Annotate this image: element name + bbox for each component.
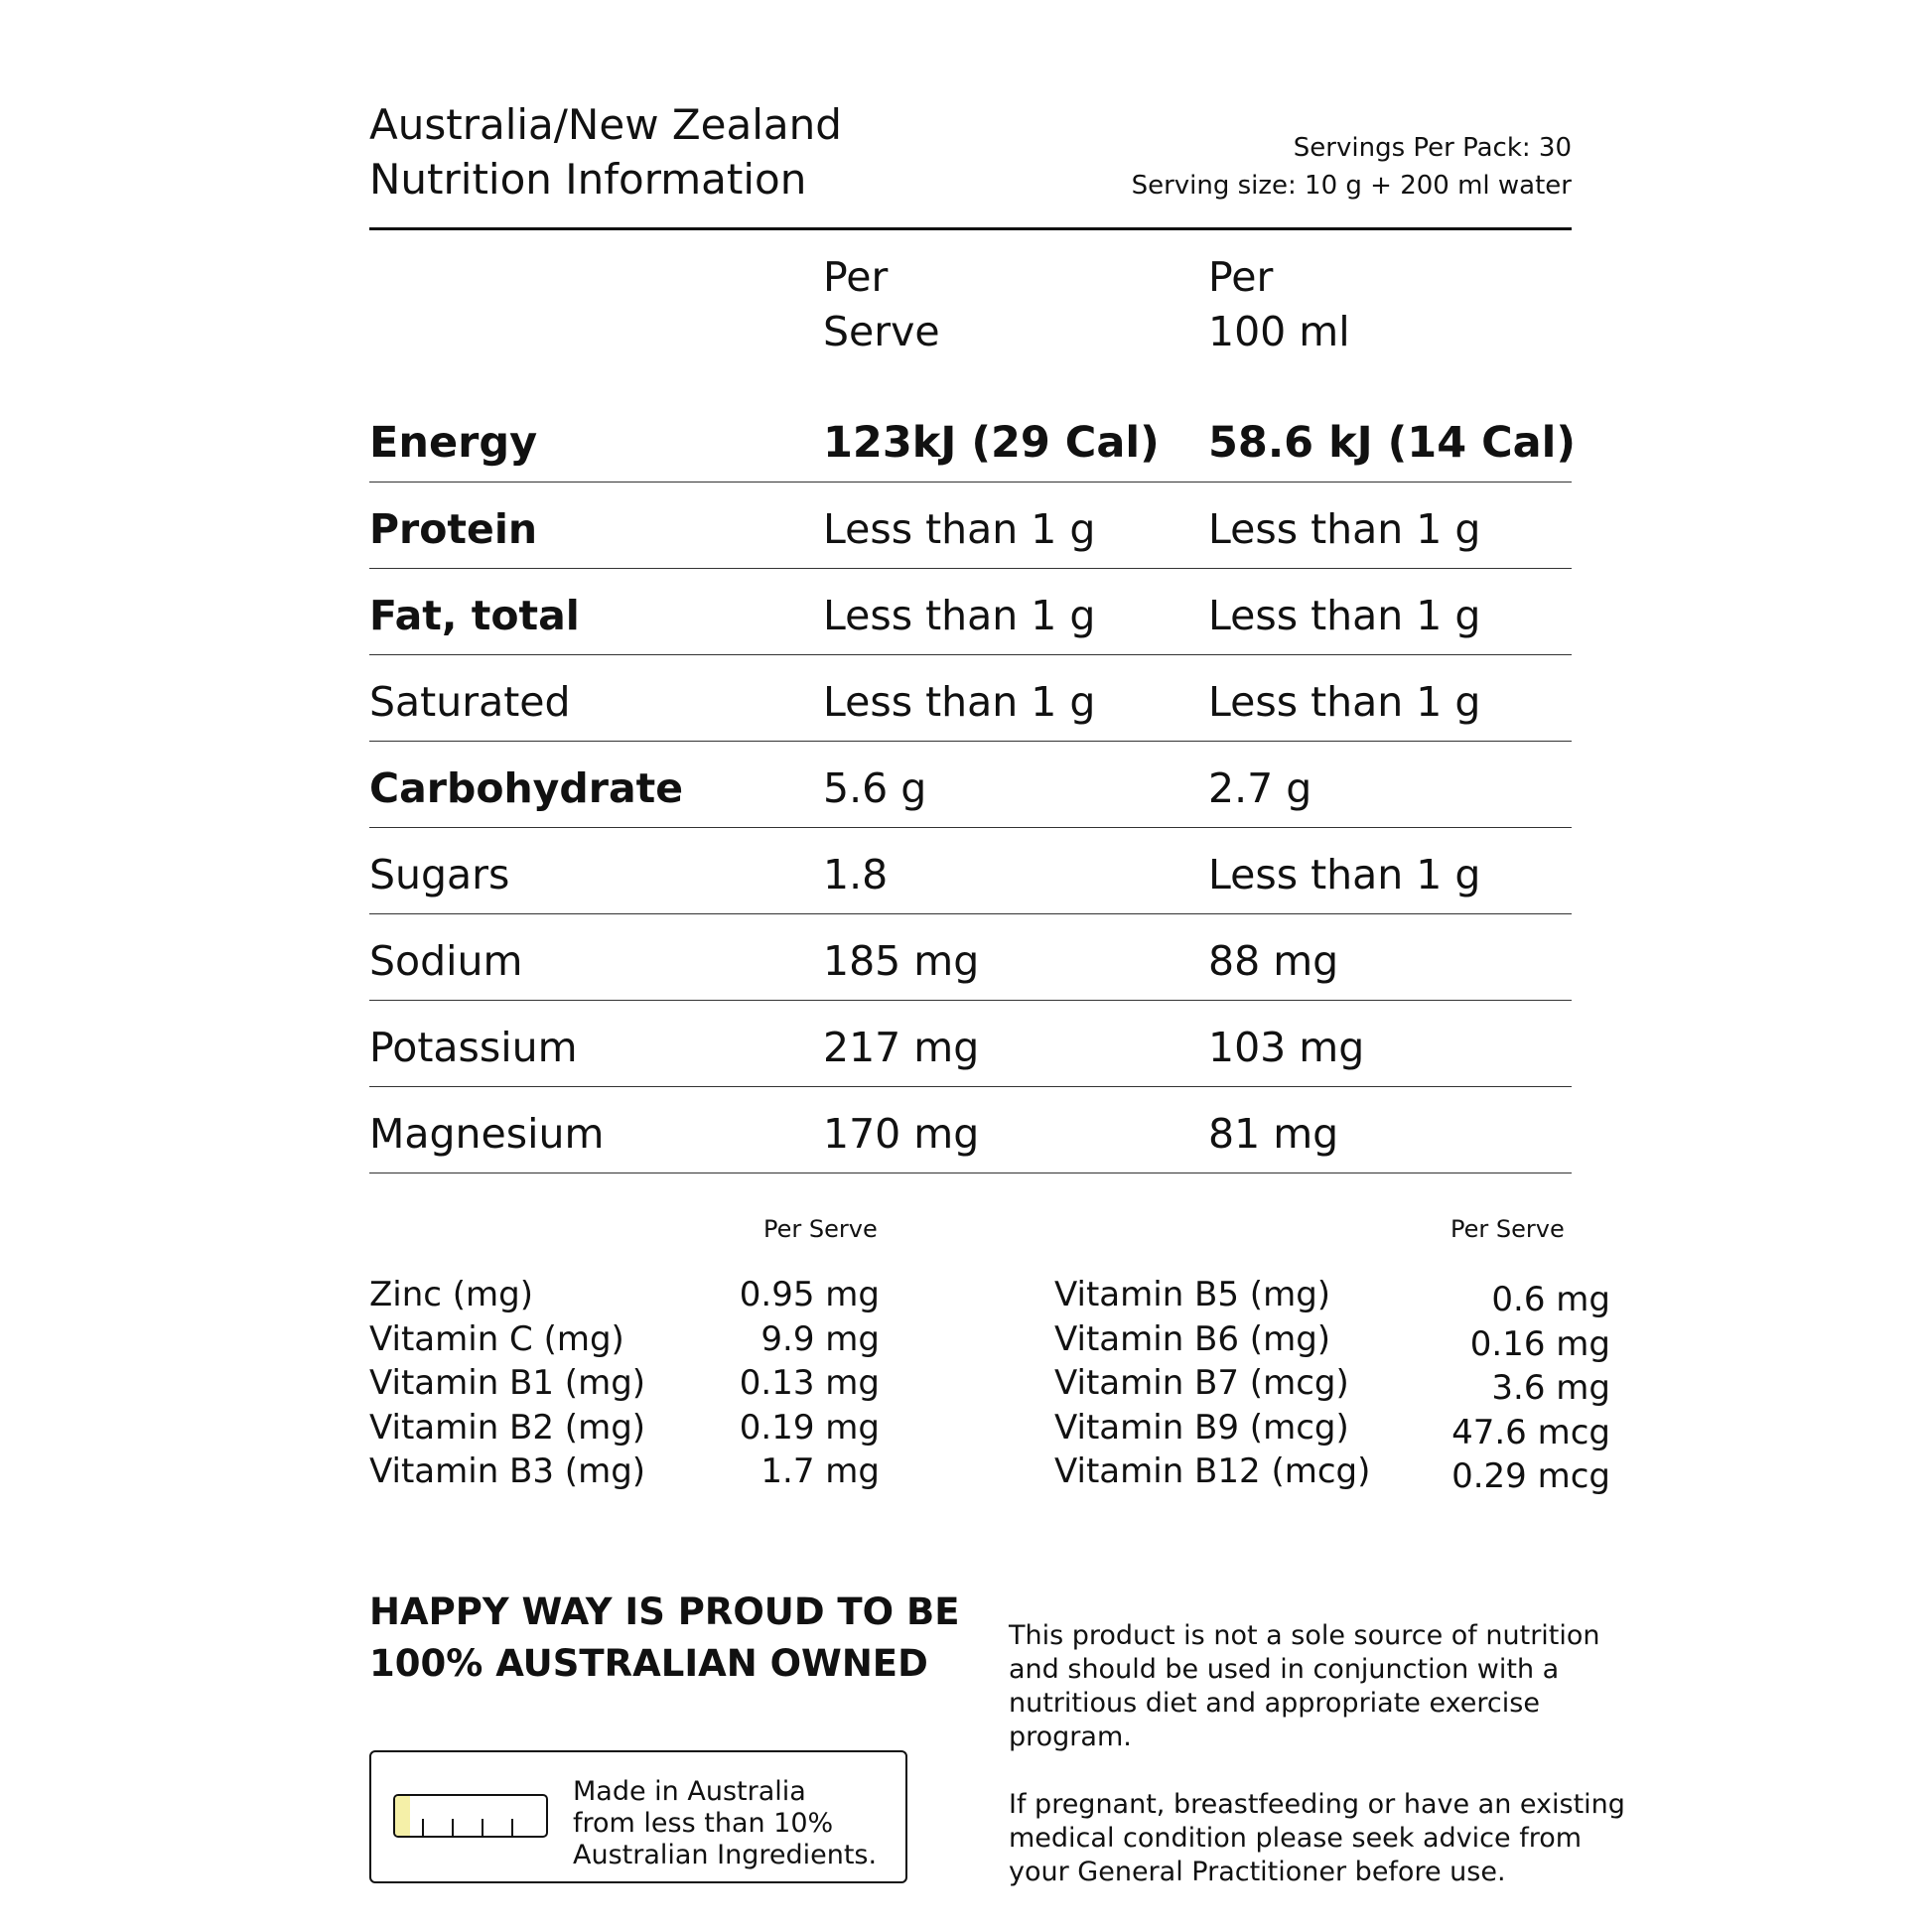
made-in-line-2: from less than 10% [573, 1808, 834, 1839]
column-header-line: Per [823, 253, 889, 301]
per-100ml-value: Less than 1 g [1208, 592, 1481, 639]
vitamin-value: 1.7 mg [760, 1451, 880, 1492]
per-100ml-value: 103 mg [1208, 1024, 1365, 1071]
disclaimer-paragraph-2 [1009, 1788, 1625, 1889]
disclaimer-line: This product is not a sole source of nutrition [1009, 1620, 1600, 1651]
table-row-sodium [369, 913, 1572, 1001]
nutrient-label: Saturated [369, 678, 571, 726]
column-header-line: 100 ml [1208, 308, 1350, 355]
table-row-energy [369, 395, 1577, 483]
serving-info [1132, 129, 1572, 205]
disclaimer-line: If pregnant, breastfeeding or have an existing [1009, 1789, 1625, 1820]
vitamin-value: 0.19 mg [739, 1407, 880, 1448]
disclaimer-line: and should be used in conjunction with a [1009, 1654, 1560, 1685]
disclaimer-paragraph-1 [1009, 1619, 1625, 1754]
ingredients-bar-fill [395, 1796, 410, 1836]
per-serve-value: 217 mg [823, 1024, 980, 1071]
table-row-protein [369, 482, 1572, 569]
vitamin-label: Vitamin B7 (mcg) [1054, 1363, 1349, 1404]
vitamin-value: 0.6 mg [1491, 1280, 1610, 1319]
made-in-australia-label [369, 1750, 907, 1883]
nutrient-label: Carbohydrate [369, 764, 684, 812]
vitamin-value: 47.6 mcg [1451, 1412, 1610, 1452]
per-100ml-value: 81 mg [1208, 1110, 1339, 1158]
disclaimer-line: program. [1009, 1722, 1132, 1752]
table-row-fat-total [369, 568, 1572, 655]
vitamin-label: Zinc (mg) [369, 1275, 534, 1314]
per-serve-value: 170 mg [823, 1110, 980, 1158]
column-header-line: Serve [823, 308, 940, 355]
made-in-line-1: Made in Australia [573, 1776, 806, 1807]
vitamin-value: 9.9 mg [760, 1318, 880, 1359]
nutrient-label: Energy [369, 418, 538, 468]
table-row-saturated [369, 654, 1572, 742]
servings-per-pack: Servings Per Pack: 30 [1293, 133, 1572, 163]
vitamins-right-values [1451, 1278, 1610, 1499]
per-100ml-value: 58.6 kJ (14 Cal) [1208, 418, 1577, 468]
table-row-sugars [369, 827, 1572, 914]
table-row-potassium [369, 1000, 1572, 1087]
serving-size: Serving size: 10 g + 200 ml water [1131, 171, 1572, 201]
vitamins-left-values [740, 1273, 880, 1494]
proud-line-1: HAPPY WAY IS PROUD TO BE [369, 1590, 960, 1633]
nutrient-label: Sugars [369, 851, 510, 898]
vitamin-value: 3.6 mg [1491, 1368, 1610, 1409]
table-row-magnesium [369, 1086, 1572, 1173]
bar-tick [452, 1819, 454, 1836]
table-row-carbohydrate [369, 741, 1572, 828]
nutrient-label: Magnesium [369, 1110, 605, 1158]
per-serve-value: 5.6 g [823, 764, 927, 812]
per-100ml-value: Less than 1 g [1208, 851, 1481, 898]
per-100ml-value: Less than 1 g [1208, 505, 1481, 553]
vitamin-value: 0.95 mg [739, 1275, 880, 1314]
vitamins-right-labels [1054, 1273, 1370, 1494]
title-line-2: Nutrition Information [369, 155, 807, 204]
column-header-per-serve [823, 250, 940, 359]
per-serve-value: Less than 1 g [823, 678, 1096, 726]
made-in-text [573, 1776, 877, 1871]
vitamin-label: Vitamin B2 (mg) [369, 1407, 646, 1448]
made-in-line-3: Australian Ingredients. [573, 1840, 878, 1870]
vitamin-label: Vitamin C (mg) [369, 1318, 624, 1359]
per-serve-value: Less than 1 g [823, 592, 1096, 639]
per-serve-value: 185 mg [823, 937, 980, 985]
per-100ml-value: Less than 1 g [1208, 678, 1481, 726]
nutrient-label: Potassium [369, 1024, 578, 1071]
australian-ingredients-bar [393, 1794, 548, 1838]
disclaimer [1009, 1619, 1625, 1923]
bar-tick [511, 1819, 513, 1836]
per-100ml-value: 2.7 g [1208, 764, 1312, 812]
per-serve-value: 1.8 [823, 851, 889, 898]
nutrient-label: Fat, total [369, 592, 580, 639]
per-serve-value: Less than 1 g [823, 505, 1096, 553]
proud-line-2: 100% AUSTRALIAN OWNED [369, 1642, 928, 1685]
vitamin-label: Vitamin B12 (mcg) [1054, 1451, 1371, 1492]
nutrition-title [369, 97, 842, 207]
disclaimer-line: medical condition please seek advice from [1009, 1823, 1583, 1854]
vitamin-label: Vitamin B1 (mg) [369, 1363, 646, 1404]
vitamins-left-labels [369, 1273, 645, 1494]
vitamin-value: 0.13 mg [739, 1363, 880, 1404]
vitamin-label: Vitamin B9 (mcg) [1054, 1407, 1349, 1448]
bar-tick [482, 1819, 483, 1836]
disclaimer-line: nutritious diet and appropriate exercise [1009, 1688, 1540, 1719]
title-line-1: Australia/New Zealand [369, 100, 842, 149]
vitamin-value: 0.16 mg [1469, 1323, 1610, 1364]
vitamins-left-header: Per Serve [763, 1215, 878, 1243]
column-header-per-100ml [1208, 250, 1350, 359]
vitamin-label: Vitamin B6 (mg) [1054, 1318, 1331, 1359]
per-100ml-value: 88 mg [1208, 937, 1339, 985]
vitamins-right-header: Per Serve [1450, 1215, 1565, 1243]
disclaimer-line: your General Practitioner before use. [1009, 1857, 1506, 1887]
per-serve-value: 123kJ (29 Cal) [823, 418, 1160, 468]
vitamin-label: Vitamin B5 (mg) [1054, 1275, 1331, 1314]
nutrient-label: Sodium [369, 937, 523, 985]
vitamin-label: Vitamin B3 (mg) [369, 1451, 646, 1492]
vitamin-value: 0.29 mcg [1451, 1456, 1610, 1497]
bar-tick [422, 1819, 424, 1836]
nutrient-label: Protein [369, 505, 538, 553]
column-header-line: Per [1208, 253, 1274, 301]
header-divider [369, 227, 1572, 230]
australian-owned-statement [369, 1587, 959, 1690]
